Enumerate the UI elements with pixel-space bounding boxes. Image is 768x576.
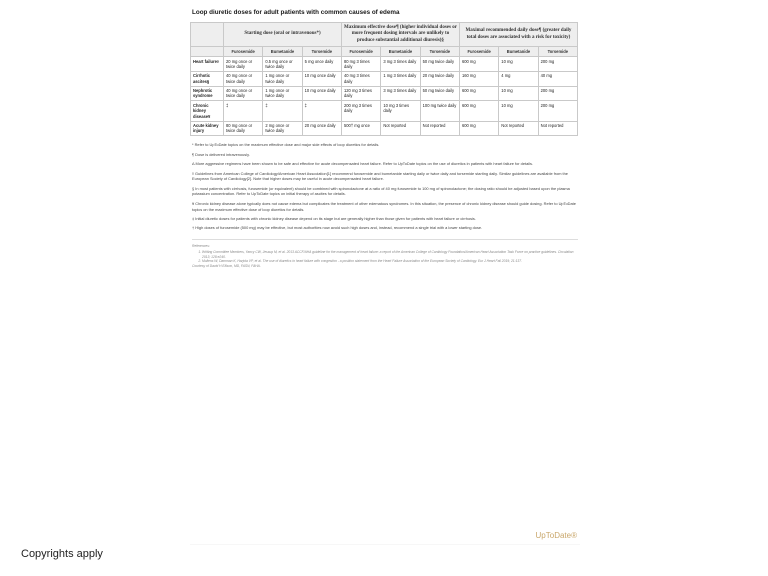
courtesy-line: Courtesy of David H Ellison, MD, FASN, FAHA. xyxy=(192,264,261,269)
table-cell: 10 mg once daily xyxy=(302,86,341,101)
footnote: ¥ Chronic kidney disease alone typically does not cause edema but complicates the treatment of other edematous syndromes. In this situation, the presence of chronic kidney disease should guide dosing. Refer to UpToDate topics on the maximum effective dose of loop diuretics for details. xyxy=(192,200,576,212)
footnote: Δ More aggressive regimens have been shown to be safe and effective for acute decompensated heart failure. Refer to UpToDate topics on the use of diuretics in patients with heart failure for details. xyxy=(192,161,533,167)
table-cell: 600 mg xyxy=(459,56,498,71)
table-cell: 80 mg once or twice daily xyxy=(224,121,263,136)
table-cell: 50 mg twice daily xyxy=(420,56,459,71)
row-label: Nephrotic syndrome xyxy=(191,86,224,101)
table-cell: 200 mg xyxy=(538,86,577,101)
subheader-cell: Furosemide xyxy=(341,47,380,57)
table-cell: Not reported xyxy=(499,121,538,136)
subheader-cell: Bumetanide xyxy=(381,47,420,57)
document-title: Loop diuretic doses for adult patients with common causes of edema xyxy=(192,9,400,16)
table-cell: 3 mg 3 times daily xyxy=(381,56,420,71)
table-cell: 1 mg 3 times daily xyxy=(381,71,420,86)
table-cell: 40 mg once or twice daily xyxy=(224,86,263,101)
references-list xyxy=(192,250,578,264)
corner-cell xyxy=(191,23,224,47)
footnote: ‡ Initial diuretic doses for patients with chronic kidney disease depend on its stage but are generally higher than those given for patients with heart failure or cirrhosis. xyxy=(192,216,476,221)
table-row xyxy=(191,71,578,86)
row-label: Chronic kidney disease¥ xyxy=(191,101,224,121)
table-cell: 10 mg 3 times daily xyxy=(381,101,420,121)
table-cell: 160 mg xyxy=(459,71,498,86)
document-image xyxy=(190,4,580,544)
table-cell: 1 mg once or twice daily xyxy=(263,71,302,86)
header-starting-dose: Starting dose (oral or intravenous*) xyxy=(224,23,342,47)
table-cell: Not reported xyxy=(538,121,577,136)
footnotes xyxy=(192,142,578,231)
table-row xyxy=(191,86,578,101)
subheader-cell: Torsemide xyxy=(302,47,341,57)
subheader-cell: Torsemide xyxy=(420,47,459,57)
uptodate-logo: UpToDate® xyxy=(535,531,577,540)
table-cell: 20 mg once daily xyxy=(302,121,341,136)
table-cell: 600 mg xyxy=(459,101,498,121)
table-cell: 40 mg xyxy=(538,71,577,86)
table-cell: 1 mg once or twice daily xyxy=(263,86,302,101)
references xyxy=(192,239,578,269)
table-cell: 200 mg 3 times daily xyxy=(341,101,380,121)
corner-cell xyxy=(191,47,224,57)
table-row xyxy=(191,101,578,121)
reference-item: 1. Writing Committee Members, Yancy CW, Jessup M, et al. 2013 ACCF/AHA guideline for the management of heart failure: a report of the American College of Cardiology Foundation/American Heart Association Task Force on practice guidelines. Circulation 2013; 128:e240. xyxy=(202,250,578,260)
subheader-cell: Furosemide xyxy=(224,47,263,57)
table-cell: 5 mg once daily xyxy=(302,56,341,71)
copyright-notice: Copyrights apply xyxy=(21,548,103,560)
table-cell: 80 mg 3 times daily xyxy=(341,56,380,71)
table-cell: ‡ xyxy=(302,101,341,121)
table-cell: 500† mg once xyxy=(341,121,380,136)
table-cell: 20 mg twice daily xyxy=(420,71,459,86)
table-header-row xyxy=(191,23,578,47)
table-cell: 50 mg twice daily xyxy=(420,86,459,101)
subheader-cell: Furosemide xyxy=(459,47,498,57)
footnote: † High doses of furosemide (500 mg) may be effective, but most authorities now avoid such high doses and, instead, recommend a single trial with a lower starting dose. xyxy=(192,225,483,231)
table-row xyxy=(191,56,578,71)
header-maximal-daily-dose: Maximal recommended daily dose¶ (greater daily total doses are associated with a risk for toxicity) xyxy=(459,23,577,47)
footnote: § In most patients with cirrhosis, furosemide (or equivalent) should be combined with spironolactone at a ratio of 40 mg furosemide to 100 mg of spironolactone; the dosing ratio should be adjusted based upon the plasma potassium concentration. Refer to UpToDate topics on initial therapy of ascites for details. xyxy=(192,185,570,197)
row-label: Acute kidney injury xyxy=(191,121,224,136)
table-subheader-row xyxy=(191,47,578,57)
table-cell: 3 mg 3 times daily xyxy=(381,86,420,101)
subheader-cell: Bumetanide xyxy=(499,47,538,57)
subheader-cell: Bumetanide xyxy=(263,47,302,57)
header-maximum-effective-dose: Maximum effective dose¶ (higher individual doses or more frequent dosing intervals are unlikely to produce substantial additional diuresis)§ xyxy=(341,23,459,47)
table-cell: 20 mg once or twice daily xyxy=(224,56,263,71)
table-cell: 200 mg xyxy=(538,56,577,71)
footnote: ¶ Dose is delivered intravenously. xyxy=(192,151,250,157)
footnote: * Refer to UpToDate topics on the maximum effective dose and major side effects of loop diuretics for details. xyxy=(192,142,380,148)
row-label: Cirrhotic ascites§ xyxy=(191,71,224,86)
table-cell: Not reported xyxy=(420,121,459,136)
table-cell: Not reported xyxy=(381,121,420,136)
reference-item: 2. Mullens W, Damman K, Harjola VP, et al. The use of diuretics in heart failure with congestion - a position statement from the Heart Failure Association of the European Society of Cardiology. Eur J Heart Fail 2019; 21:137. xyxy=(202,259,578,264)
table-cell: ‡ xyxy=(263,101,302,121)
table-cell: 2 mg once or twice daily xyxy=(263,121,302,136)
footnote: ◊ Guidelines from American College of Cardiology/American Heart Association[1] recommend furosemide and bumetanide starting daily or twice daily and torsemide starting daily. Similar guidelines are available from the European Society of Cardiology[2]. Note that higher doses may be useful in acute decompensated heart failure. xyxy=(192,170,568,182)
references-label: References: xyxy=(192,244,210,249)
table-cell: 40 mg 3 times daily xyxy=(341,71,380,86)
table-row xyxy=(191,121,578,136)
table-cell: 4 mg xyxy=(499,71,538,86)
table-cell: 10 mg xyxy=(499,86,538,101)
table-cell: 100 mg twice daily xyxy=(420,101,459,121)
table-cell: 200 mg xyxy=(538,101,577,121)
row-label: Heart failure◊ xyxy=(191,56,224,71)
table-cell: 40 mg once or twice daily xyxy=(224,71,263,86)
table-cell: 10 mg xyxy=(499,101,538,121)
table-cell: 120 mg 3 times daily xyxy=(341,86,380,101)
table-cell: 10 mg once daily xyxy=(302,71,341,86)
table-cell: 10 mg xyxy=(499,56,538,71)
subheader-cell: Torsemide xyxy=(538,47,577,57)
table-cell: 600 mg xyxy=(459,86,498,101)
table-cell: 600 mg xyxy=(459,121,498,136)
table-cell: ‡ xyxy=(224,101,263,121)
table-cell: 0.5 mg once or twice daily xyxy=(263,56,302,71)
dose-table xyxy=(190,22,578,136)
